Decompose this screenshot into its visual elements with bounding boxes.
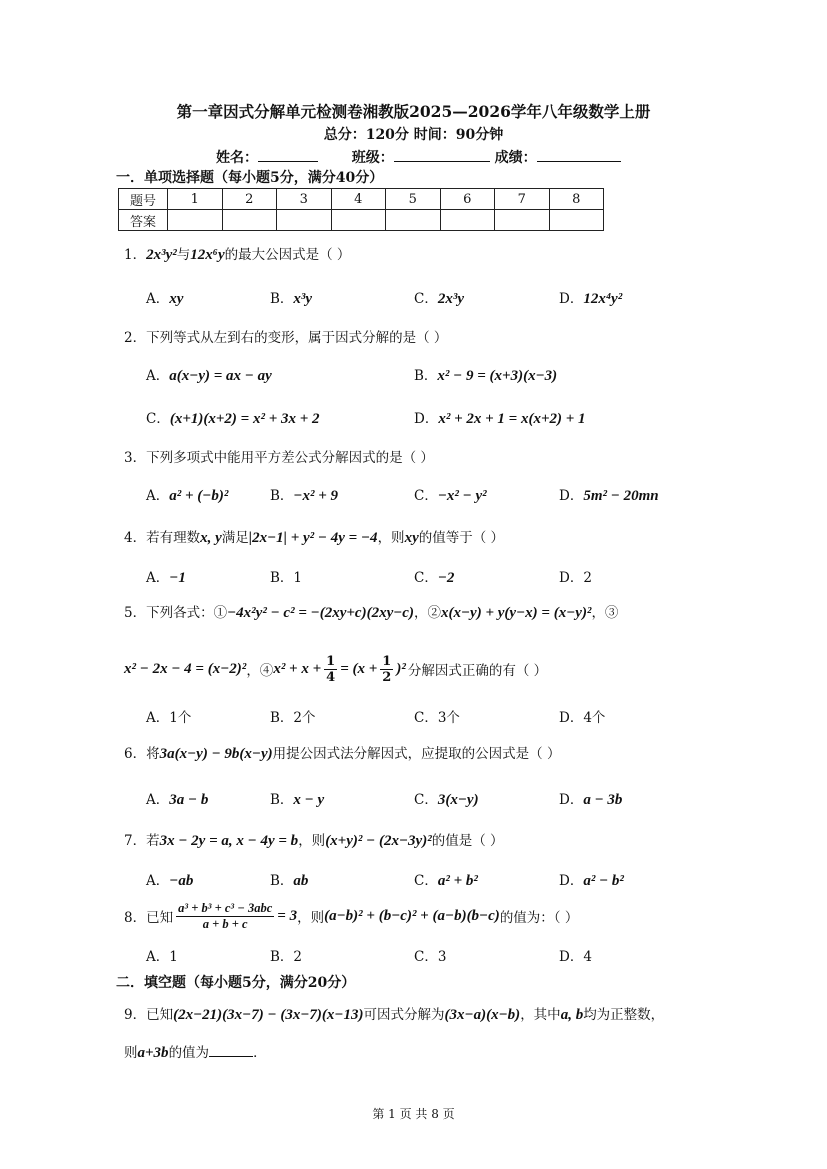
option-value: −ab xyxy=(169,873,194,889)
info-line xyxy=(216,147,621,167)
q4-option-a[interactable] xyxy=(146,566,186,587)
table-row xyxy=(119,189,604,210)
q9-answer-blank[interactable] xyxy=(209,1044,253,1057)
option-value: 2个 xyxy=(293,710,316,726)
option-value: 4个 xyxy=(583,710,606,726)
q6-option-d[interactable] xyxy=(559,788,622,809)
q2-option-d[interactable] xyxy=(414,407,586,428)
table-cell: 5 xyxy=(386,189,441,210)
q4-option-b[interactable] xyxy=(270,566,302,586)
option-value: a² + (−b)² xyxy=(169,488,229,504)
option-value: x² − 9 = (x+3)(x−3) xyxy=(437,368,558,384)
q7-text: 的值是（ ） xyxy=(431,833,504,849)
option-value: 1 xyxy=(293,570,303,586)
q9-expr-a: (2x−21)(3x−7) − (3x−7)(x−13) xyxy=(173,1007,364,1023)
option-letter: A． xyxy=(146,710,170,726)
question-3-stem: 3．下列多项式中能用平方差公式分解因式的是（ ） xyxy=(124,450,434,466)
q8-text: 8．已知 xyxy=(124,910,174,926)
option-letter: B． xyxy=(414,368,438,384)
option-letter: C． xyxy=(414,873,438,889)
q6-expr: 3a(x−y) − 9b(x−y) xyxy=(159,746,273,762)
answer-cell[interactable] xyxy=(277,210,332,231)
table-cell: 3 xyxy=(277,189,332,210)
option-value: −x² − y² xyxy=(437,488,487,504)
name-label: 姓名： xyxy=(216,150,258,166)
option-value: 3(x−y) xyxy=(437,792,479,808)
option-letter: C． xyxy=(414,710,438,726)
option-letter: B． xyxy=(270,873,294,889)
q5-fraction-1 xyxy=(324,654,337,685)
q1-option-b[interactable] xyxy=(270,287,312,308)
option-letter: D． xyxy=(559,710,584,726)
q5-text: ，④ xyxy=(246,663,274,679)
q7-option-c[interactable] xyxy=(414,869,478,890)
section-heading-fill: 二．填空题（每小题5分，满分20分） xyxy=(116,975,356,991)
table-cell: 1 xyxy=(168,189,223,210)
table-cell: 4 xyxy=(331,189,386,210)
q5-expr-4: x² + x + xyxy=(273,660,322,677)
q1-option-c[interactable] xyxy=(414,287,464,308)
answer-table xyxy=(118,188,604,231)
option-value: 3a − b xyxy=(169,792,209,808)
exam-meta: 总分：120分 时间：90分钟 xyxy=(323,127,504,143)
q5-expr-4: = (x + xyxy=(340,660,378,677)
q5-expr-1: −4x²y² − c² = −(2xy+c)(2xy−c) xyxy=(227,605,414,621)
option-letter: D． xyxy=(559,792,584,808)
q9-text: ． xyxy=(253,1045,267,1061)
q9-expr-b: (3x−a)(x−b) xyxy=(444,1007,521,1023)
table-cell: 2 xyxy=(222,189,277,210)
q5-text: ，③ xyxy=(591,605,619,621)
q8-expr-b: (a−b)² + (b−c)² + (a−b)(b−c) xyxy=(324,907,500,924)
table-row xyxy=(119,210,604,231)
q5-text: 分解因式正确的有（ ） xyxy=(407,663,548,679)
table-cell: 7 xyxy=(495,189,550,210)
q7-option-a[interactable] xyxy=(146,869,193,890)
option-letter: C． xyxy=(414,792,438,808)
question-1-stem xyxy=(124,243,350,264)
q4-text: 4．若有理数 xyxy=(124,530,201,546)
option-letter: A． xyxy=(146,792,170,808)
q4-expr-b: |2x−1| + y² − 4y = −4 xyxy=(248,530,378,546)
q8-option-b[interactable]: B．2 xyxy=(270,949,303,965)
q3-option-d[interactable] xyxy=(559,484,659,505)
option-letter: B． xyxy=(270,792,294,808)
answer-cell[interactable] xyxy=(549,210,604,231)
section-heading-choice: 一．单项选择题（每小题5分，满分40分） xyxy=(116,170,384,186)
page-title: 第一章因式分解单元检测卷湘教版2025—2026学年八年级数学上册 xyxy=(176,102,651,121)
score-field[interactable] xyxy=(537,149,621,162)
q7-option-d[interactable] xyxy=(559,869,624,890)
q4-option-c[interactable] xyxy=(414,566,454,587)
question-9-line-2 xyxy=(124,1041,267,1062)
option-letter: C． xyxy=(414,291,438,307)
q6-text: 用提公因式法分解因式，应提取的公因式是（ ） xyxy=(272,746,561,762)
option-letter: A． xyxy=(146,488,170,504)
answer-cell[interactable] xyxy=(331,210,386,231)
answer-cell[interactable] xyxy=(495,210,550,231)
q2-option-c[interactable] xyxy=(146,407,320,428)
q3-option-c[interactable] xyxy=(414,484,487,505)
fraction-denominator: a + b + c xyxy=(202,916,248,931)
q9-text: 则 xyxy=(124,1045,138,1061)
fraction-denominator: 4 xyxy=(326,669,336,685)
option-letter: B． xyxy=(270,291,294,307)
option-letter: B． xyxy=(270,710,294,726)
q5-expr-4: )² xyxy=(396,660,406,677)
option-letter: D． xyxy=(559,570,584,586)
option-value: ab xyxy=(293,873,309,889)
question-2-stem: 2．下列等式从左到右的变形，属于因式分解的是（ ） xyxy=(124,330,448,346)
q9-text: 可因式分解为 xyxy=(363,1007,445,1023)
q7-text: ，则 xyxy=(298,833,326,849)
q4-text: 的值等于（ ） xyxy=(418,530,505,546)
table-header-cell: 题号 xyxy=(119,189,168,210)
q5-option-a[interactable] xyxy=(146,706,191,726)
fraction-denominator: 2 xyxy=(382,669,392,685)
q5-fraction-2 xyxy=(380,654,393,685)
fraction-numerator: a³ + b³ + c³ − 3abc xyxy=(178,900,273,915)
option-letter: A． xyxy=(146,368,170,384)
option-value: −x² + 9 xyxy=(293,488,339,504)
q9-text: 9．已知 xyxy=(124,1007,174,1023)
option-letter: D． xyxy=(414,411,439,427)
option-value: x − y xyxy=(293,792,325,808)
answer-cell[interactable] xyxy=(168,210,223,231)
q7-expr-b: (x+y)² − (2x−3y)² xyxy=(325,833,432,849)
answer-cell[interactable] xyxy=(440,210,495,231)
q7-text: 7．若 xyxy=(124,833,160,849)
q4-text: ，则 xyxy=(377,530,405,546)
q6-option-b[interactable] xyxy=(270,788,324,809)
answer-cell[interactable] xyxy=(222,210,277,231)
page-footer: 第 1 页 共 8 页 xyxy=(372,1107,455,1121)
q5-text: 5．下列各式：① xyxy=(124,605,228,621)
option-value: a − 3b xyxy=(583,792,623,808)
table-cell: 8 xyxy=(549,189,604,210)
question-6-stem xyxy=(124,742,560,763)
option-value: 2 xyxy=(583,570,592,586)
q2-option-a[interactable] xyxy=(146,364,272,385)
option-letter: D． xyxy=(559,488,584,504)
q8-fraction xyxy=(176,901,274,932)
q8-expr-eq: = 3 xyxy=(277,907,298,924)
q5-text: ，② xyxy=(413,605,441,621)
q9-expr-c: a, b xyxy=(560,1007,584,1023)
option-letter: C． xyxy=(414,570,438,586)
q8-option-a[interactable]: A．1 xyxy=(146,949,178,965)
q8-text: 的值为：（ ） xyxy=(499,910,579,926)
option-letter: C． xyxy=(414,488,438,504)
q3-option-a[interactable] xyxy=(146,484,228,505)
option-value: 3个 xyxy=(437,710,460,726)
question-7-stem xyxy=(124,829,504,850)
option-value: 1个 xyxy=(169,710,192,726)
option-value: a² + b² xyxy=(437,873,478,889)
q1-text: 的最大公因式是（ ） xyxy=(224,247,351,263)
q8-option-c[interactable]: C．3 xyxy=(414,949,447,965)
option-value: x³y xyxy=(293,291,313,307)
option-letter: A． xyxy=(146,291,170,307)
option-value: −1 xyxy=(169,570,186,586)
q9-text: 的值为 xyxy=(168,1045,210,1061)
q1-text: 与 xyxy=(176,247,191,263)
question-9-line-1 xyxy=(124,1003,664,1024)
option-letter: A． xyxy=(146,873,170,889)
q4-option-d[interactable] xyxy=(559,566,592,586)
q6-option-c[interactable] xyxy=(414,788,479,809)
class-field[interactable] xyxy=(394,149,490,162)
option-letter: A． xyxy=(146,570,170,586)
question-4-stem xyxy=(124,526,504,547)
option-letter: B． xyxy=(270,488,294,504)
q2-option-b[interactable] xyxy=(414,364,557,385)
fraction-numerator: 1 xyxy=(382,653,392,669)
q5-option-b[interactable] xyxy=(270,706,316,726)
q9-text: ，其中 xyxy=(520,1007,561,1023)
q4-expr-a: x, y xyxy=(200,530,222,546)
fraction-numerator: 1 xyxy=(326,653,336,669)
question-5-line-1 xyxy=(124,601,618,622)
option-letter: D． xyxy=(559,873,584,889)
class-label: 班级： xyxy=(351,150,394,166)
option-letter: C． xyxy=(146,411,170,427)
question-8-stem xyxy=(124,896,578,936)
q5-option-d[interactable] xyxy=(559,706,605,726)
q5-option-c[interactable] xyxy=(414,706,460,726)
option-value: xy xyxy=(169,291,184,307)
q4-text: 满足 xyxy=(221,530,249,546)
option-value: x² + 2x + 1 = x(x+2) + 1 xyxy=(438,411,586,427)
q1-option-a[interactable] xyxy=(146,287,183,308)
name-field[interactable] xyxy=(258,149,318,162)
option-value: a² − b² xyxy=(583,873,624,889)
option-value: 2x³y xyxy=(437,291,464,307)
option-value: 5m² − 20mn xyxy=(583,488,659,504)
q9-text: 均为正整数， xyxy=(583,1007,665,1023)
option-letter: D． xyxy=(559,291,584,307)
q7-option-b[interactable] xyxy=(270,869,308,890)
q8-option-d[interactable]: D．4 xyxy=(559,949,592,965)
q1-expr-a: 2x³y² xyxy=(146,247,177,263)
score-label: 成绩： xyxy=(494,150,537,166)
option-value: a(x−y) = ax − ay xyxy=(169,368,272,384)
q1-expr-b: 12x⁶y xyxy=(190,247,225,263)
option-value: −2 xyxy=(437,570,455,586)
table-cell: 6 xyxy=(440,189,495,210)
q5-expr-3: x² − 2x − 4 = (x−2)² xyxy=(124,660,247,677)
q1-option-d[interactable] xyxy=(559,287,622,308)
q6-text: 6．将 xyxy=(124,746,160,762)
question-5-line-2 xyxy=(124,648,547,690)
option-letter: B． xyxy=(270,570,294,586)
q4-expr-c: xy xyxy=(404,530,419,546)
option-value: 12x⁴y² xyxy=(583,291,623,307)
q5-expr-2: x(x−y) + y(y−x) = (x−y)² xyxy=(440,605,592,621)
answer-cell[interactable] xyxy=(386,210,441,231)
table-header-cell: 答案 xyxy=(119,210,168,231)
q9-expr-d: a+3b xyxy=(137,1045,169,1061)
q7-expr-a: 3x − 2y = a, x − 4y = b xyxy=(159,833,299,849)
q6-option-a[interactable] xyxy=(146,788,208,809)
option-value: (x+1)(x+2) = x² + 3x + 2 xyxy=(169,411,320,427)
q8-text: ，则 xyxy=(297,910,325,926)
q1-number: 1． xyxy=(124,247,147,263)
q3-option-b[interactable] xyxy=(270,484,338,505)
